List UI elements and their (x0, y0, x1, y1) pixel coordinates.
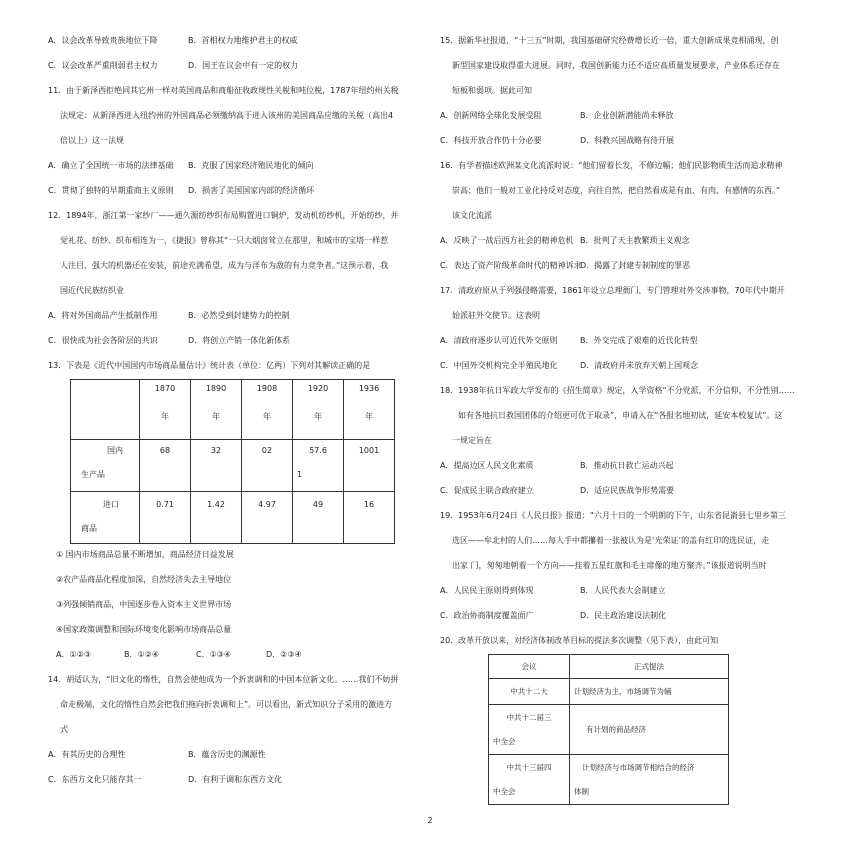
question-11 (48, 86, 420, 196)
q13-cell (191, 440, 242, 492)
q20-meeting-line: 中全会 (493, 736, 516, 746)
q13-value: 4.97 (258, 500, 276, 509)
q13-row-label-a: 国内 (107, 446, 123, 455)
q13-table-corner (71, 380, 140, 440)
q20-row-meeting (489, 705, 570, 755)
q13-options (48, 650, 420, 660)
q13-cell (242, 492, 293, 544)
q13-item: ③列强倾销商品，中国逐步卷入资本主义世界市场 (56, 600, 232, 609)
q19-stem-line: 出家 门，匆匆地朝着一个方向——挂着五星红旗和毛主席像的地方聚齐。”该报道说明当时 (452, 561, 767, 570)
question-18 (440, 386, 820, 496)
q20-row-text (570, 755, 729, 805)
q17-option-a[interactable]: A．清政府逐步认可近代外交原则 (440, 336, 558, 345)
q20-row-meeting: 中共十二大 (489, 679, 570, 705)
q20-table (488, 654, 729, 805)
q16-option-b[interactable]: B．批判了天主教繁琐主义观念 (580, 236, 690, 245)
q16-stem-line: 该文化流派 (452, 211, 492, 220)
q11-options-row1 (48, 161, 420, 171)
q12-stem-line: 觉礼花、纺纱、织布相连为一，《捷报》曾称其“一只大烟囱耸立在那里，和城市的宝塔一样惹 (60, 236, 389, 245)
question-16 (440, 161, 820, 271)
q13-year-cell (242, 380, 293, 440)
q10-option-c[interactable]: C．议会改革严重削弱君主权力 (48, 61, 158, 70)
q18-stem-line: 如有各地抗日救国团体的介绍更可优于取录”，申请入在“各报名地初试，延安本校复试”。这 (458, 411, 783, 420)
q20-text-line: 计划经济与市场调节相结合的经济 (582, 762, 695, 772)
q12-options-row2 (48, 336, 420, 346)
q13-cell (344, 492, 395, 544)
q10-options-row1 (48, 36, 420, 46)
q13-cell (242, 440, 293, 492)
q14-stem-line: 式 (60, 725, 68, 734)
q14-option-d[interactable]: D．有利于调和东西方文化 (188, 775, 283, 784)
q12-stem-line: 12．1894年，浙江第一家纱厂——通久源纺纱织布局购置进口铜炉，发动机纺纱机，开始纺纱，并 (48, 211, 399, 220)
q13-cell (344, 440, 395, 492)
q16-option-a[interactable]: A．反映了一战后西方社会的精神危机 (440, 236, 574, 245)
q18-stem-line: 一规定旨在 (452, 436, 492, 445)
question-20 (440, 636, 820, 805)
q13-cell (293, 492, 344, 544)
q16-stem-line: 崇高；他们一般对工业化持反对态度，向往自然，把自然看成是有血、有肉、有感情的东西。” (452, 186, 781, 195)
q11-option-c[interactable]: C．贯彻了独特的早期重商主义原则 (48, 186, 174, 195)
q15-options-row2 (440, 136, 820, 146)
q14-options-row1 (48, 750, 420, 760)
q13-cell (140, 492, 191, 544)
q13-item: ②农产品商品化程度加深，自然经济失去主导地位 (56, 575, 232, 584)
q12-option-b[interactable]: B．必然受到封建势力的控制 (188, 311, 290, 320)
q16-options-row1 (440, 236, 820, 246)
q13-option-b[interactable]: B．①②④ (124, 650, 160, 659)
q19-option-a[interactable]: A．人民民主原则得到体现 (440, 586, 534, 595)
q11-stem-line: 法规定：从新泽西进入纽约州的外国商品必须缴纳高于进入该州的美国商品应缴的关税（高出4 (60, 111, 394, 120)
q13-option-d[interactable]: D．②③④ (266, 650, 302, 659)
q18-option-b[interactable]: B．推动抗日救亡运动兴起 (580, 461, 674, 470)
q13-option-c[interactable]: C．①③④ (196, 650, 232, 659)
q15-option-c[interactable]: C．科技开放合作仍十分必要 (440, 136, 542, 145)
q13-cell (293, 440, 344, 492)
q13-stem-line: 13．下表是《近代中国国内市场商品量估计》统计表（单位：亿两）下列对其解读正确的是 (48, 361, 371, 370)
q13-year-suffix: 年 (263, 412, 271, 421)
q14-option-a[interactable]: A．有其历史的合理性 (48, 750, 126, 759)
question-17 (440, 286, 820, 371)
q13-table (70, 379, 395, 544)
q11-stem-line: 倍以上）这一法规 (60, 136, 124, 145)
q13-year-cell (191, 380, 242, 440)
q11-options-row2 (48, 186, 420, 196)
q13-year-cell (344, 380, 395, 440)
q12-option-c[interactable]: C．很快成为社会各阶层的共识 (48, 336, 158, 345)
q17-option-d[interactable]: D．清政府并未放弃天朝上国观念 (580, 361, 699, 370)
q15-option-a[interactable]: A．创新网络全球化发展受阻 (440, 111, 542, 120)
page-number: 2 (427, 816, 433, 825)
q11-stem-line: 11．由于新泽西拒绝同其它州一样对英国商品和商船征收政规性关税和吨位税，1787年纽约州关税 (48, 86, 399, 95)
q20-row-text: 计划经济为主，市场调节为辅 (570, 679, 729, 705)
q15-option-b[interactable]: B．企业创新潜能尚未释放 (580, 111, 674, 120)
question-15 (440, 36, 820, 146)
q20-header-text: 正式提法 (570, 655, 729, 679)
q16-option-c[interactable]: C．表达了资产阶级革命时代的精神诉求 (440, 261, 582, 270)
q13-item: ① 国内市场商品总量不断增加，商品经济日益发展 (56, 550, 234, 559)
q14-stem-line: 14．胡适认为，“旧文化的惰性，自然会使他成为一个折衷调和的中国本位新文化。……我们不妨拼 (48, 675, 399, 684)
left-column (48, 36, 420, 800)
q12-options-row1 (48, 311, 420, 321)
q13-value: 1001 (358, 446, 380, 455)
q15-options-row1 (440, 111, 820, 121)
q13-year-suffix: 年 (212, 412, 220, 421)
q13-year: 1870 (154, 384, 176, 393)
q12-stem-line: 人注目，强大的机器还在安装，前途充满希望，成为与洋布为敌的有力竞争者。”这预示着，我 (60, 261, 389, 270)
q13-row-label-a: 进口 (103, 500, 119, 509)
q13-cell (191, 492, 242, 544)
q13-year: 1890 (205, 384, 227, 393)
q12-stem-line: 国近代民族纺织业 (60, 286, 124, 295)
q13-value: 02 (261, 446, 273, 455)
q10-option-a[interactable]: A．议会改革导致贵族地位下降 (48, 36, 158, 45)
q20-meeting-line: 中共十三届四 (506, 762, 552, 772)
q13-row-label-b: 生产品 (81, 470, 105, 479)
q14-options-row2 (48, 775, 420, 785)
q10-options-row2 (48, 61, 420, 71)
q13-year-suffix: 年 (314, 412, 322, 421)
q19-stem-line: 19．1953年6月24日《人民日报》报道：“六月十日的一个明朗的下午，山东省昆嵛县七里乡第三 (440, 511, 786, 520)
q20-meeting-line: 中全会 (493, 786, 516, 796)
q17-options-row1 (440, 336, 820, 346)
q18-option-a[interactable]: A．提高边区人民文化素质 (440, 461, 534, 470)
q13-value-wrap: 1 (297, 470, 303, 479)
question-12 (48, 211, 420, 346)
question-19 (440, 511, 820, 621)
q13-year: 1920 (307, 384, 329, 393)
q19-stem-line: 选区——牟北村的人们……每人手中都攥着一张被认为是‘光荣证’的盖有红印的选民证，走 (452, 536, 770, 545)
q13-item: ④国家政策调整和国际环境变化影响市场商品总量 (56, 625, 232, 634)
q13-year-cell (140, 380, 191, 440)
q15-stem-line: 15．据新华社报道，“十三五”时期，我国基础研究经费增长近一倍，重大创新成果竞相涌现，创 (440, 36, 779, 45)
q18-options-row2 (440, 486, 820, 496)
q11-option-a[interactable]: A．确立了全国统一市场的法律基础 (48, 161, 174, 170)
q12-option-a[interactable]: A．将对外国商品产生抵制作用 (48, 311, 158, 320)
q13-year-suffix: 年 (365, 412, 373, 421)
q13-year: 1908 (256, 384, 278, 393)
q20-stem-line: 20．改革开放以来，对经济体制改革目标的提法多次调整（见下表），由此可知 (440, 636, 719, 645)
q19-option-d[interactable]: D．民主政治建设法制化 (580, 611, 667, 620)
q20-row-meeting (489, 755, 570, 805)
q17-stem-line: 17．清政府原从于列强侵略需要，1861年设立总理衙门，专门管理对外交涉事物，70年代中期开 (440, 286, 785, 295)
q12-option-d[interactable]: D．将创立产销一体化新体系 (188, 336, 291, 345)
q10-option-b[interactable]: B．首相权力地维护君主的权威 (188, 36, 298, 45)
q13-cell (140, 440, 191, 492)
q14-stem-line: 命走极端，文化的惰性自然会把我们拖向折衷调和上”。可以看出，新式知识分子采用的激进方 (60, 700, 393, 709)
q13-row-label-b: 商品 (81, 524, 97, 533)
q16-options-row2 (440, 261, 820, 271)
q20-text-line: 有计划的商品经济 (586, 724, 646, 734)
q20-meeting-line: 中共十二届三 (506, 712, 552, 722)
q16-option-d[interactable]: D．揭露了封建专制制度的罪恶 (580, 261, 691, 270)
q13-value: 57.6 (309, 446, 327, 455)
q19-options-row1 (440, 586, 820, 596)
q13-year: 1936 (358, 384, 380, 393)
q13-value: 68 (159, 446, 171, 455)
question-13 (48, 361, 420, 660)
q17-options-row2 (440, 361, 820, 371)
q18-stem-line: 18．1938年抗日军政大学发布的《招生简章》规定，入学资格“不分党派，不分信仰，不分性别…… (440, 386, 795, 395)
q18-options-row1 (440, 461, 820, 471)
q11-option-b[interactable]: B．克服了国家经济殖民地化的倾向 (188, 161, 314, 170)
q13-year-cell (293, 380, 344, 440)
q13-row-label (71, 492, 140, 544)
q19-options-row2 (440, 611, 820, 621)
q15-stem-line: 新型国家建设取得重大进展。同时，我国创新能力还不适应高质量发展要求，产业体系还存在 (452, 61, 780, 70)
q13-value: 1.42 (207, 500, 225, 509)
q13-value: 32 (210, 446, 222, 455)
q20-text-line: 体制 (574, 786, 589, 796)
q19-option-c[interactable]: C．政治协商制度覆盖面广 (440, 611, 534, 620)
q13-option-a[interactable]: A．①②③ (56, 650, 91, 659)
q17-stem-line: 始派驻外交使节。这表明 (452, 311, 540, 320)
q17-option-c[interactable]: C．中国外交机构完全半殖民地化 (440, 361, 558, 370)
q18-option-d[interactable]: D．适应民族战争形势需要 (580, 486, 675, 495)
q14-option-c[interactable]: C．东西方文化只能存其一 (48, 775, 142, 784)
q15-stem-line: 短板和弱项。据此可知 (452, 86, 532, 95)
q13-value: 49 (312, 500, 324, 509)
q20-row-text (570, 705, 729, 755)
q17-option-b[interactable]: B．外交完成了艰难的近代化转型 (580, 336, 698, 345)
q19-option-b[interactable]: B．人民代表大会制建立 (580, 586, 666, 595)
q14-option-b[interactable]: B．蕴含历史的渊源性 (188, 750, 266, 759)
right-column (440, 36, 820, 805)
q10-option-d[interactable]: D．国王在议会中有一定的权力 (188, 61, 299, 70)
q20-header-meeting: 会议 (489, 655, 570, 679)
q13-value: 0.71 (156, 500, 174, 509)
question-14 (48, 675, 420, 785)
q13-row-label (71, 440, 140, 492)
q18-option-c[interactable]: C．促成民主联合政府建立 (440, 486, 534, 495)
q13-year-suffix: 年 (161, 412, 169, 421)
q15-option-d[interactable]: D．科教兴国战略有待开展 (580, 136, 675, 145)
q16-stem-line: 16．有学者描述欧洲某文化流派时说：“他们留着长发，不修边幅；他们民影物质生活而追求精神 (440, 161, 783, 170)
q11-option-d[interactable]: D．损害了美国国家内部的经济循环 (188, 186, 315, 195)
q13-value: 16 (363, 500, 375, 509)
